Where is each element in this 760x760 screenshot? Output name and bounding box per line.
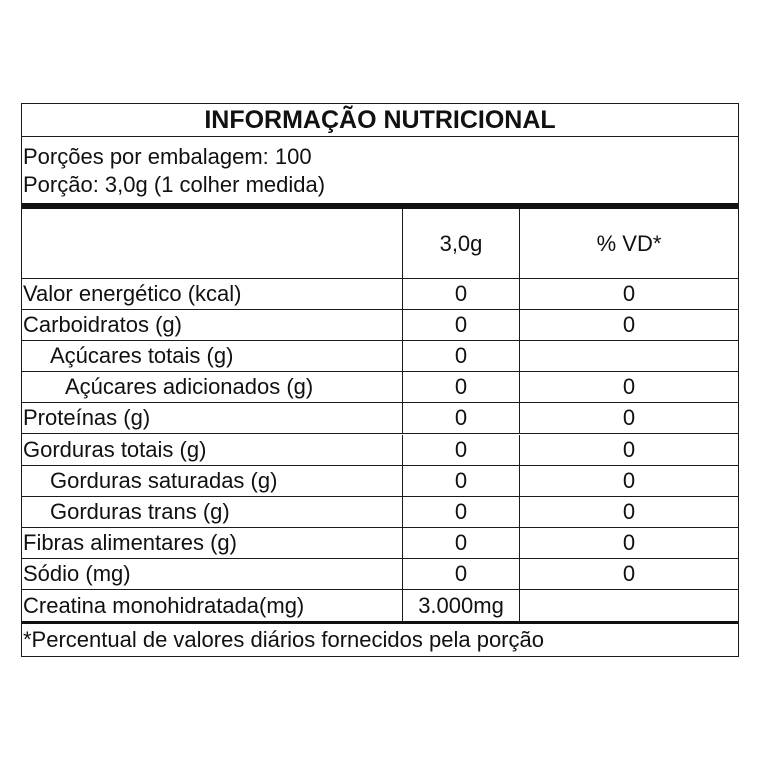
nutrient-name-cell: Açúcares adicionados (g) xyxy=(22,372,403,402)
nutrient-dv-cell: 0 xyxy=(622,498,636,524)
table-row xyxy=(22,310,738,341)
header-amount-cell: 3,0g xyxy=(403,209,520,278)
nutrient-name-cell: Fibras alimentares (g) xyxy=(22,528,403,558)
nutrient-amount-cell: 0 xyxy=(403,497,520,527)
nutrient-amount-cell: 0 xyxy=(403,279,520,309)
nutrient-dv-cell xyxy=(520,341,738,371)
nutrient-dv-cell: 0 xyxy=(622,529,636,555)
nutrient-amount-cell: 0 xyxy=(403,372,520,402)
nutrient-name-cell: Açúcares totais (g) xyxy=(22,341,403,371)
nutrition-facts-table xyxy=(21,103,739,657)
nutrient-name-cell: Valor energético (kcal) xyxy=(22,279,403,309)
header-dv-cell: % VD* xyxy=(596,230,662,256)
nutrient-grid xyxy=(22,209,738,621)
nutrient-amount-cell: 0 xyxy=(403,466,520,496)
serving-info xyxy=(22,137,738,209)
nutrient-dv-cell: 0 xyxy=(622,405,636,431)
table-row xyxy=(22,372,738,403)
table-row xyxy=(22,279,738,310)
header-nutrient-cell xyxy=(22,209,403,278)
nutrient-dv-cell: 0 xyxy=(622,436,636,462)
table-title: INFORMAÇÃO NUTRICIONAL xyxy=(22,104,738,137)
serving-size: Porção: 3,0g (1 colher medida) xyxy=(23,172,326,197)
nutrient-dv-cell: 0 xyxy=(622,281,636,307)
servings-per-package: Porções por embalagem: 100 xyxy=(23,144,312,169)
table-row xyxy=(22,341,738,372)
footnote: *Percentual de valores diários fornecidos pela porção xyxy=(22,621,738,658)
table-row xyxy=(22,435,738,466)
nutrient-dv-cell: 0 xyxy=(622,374,636,400)
nutrient-name-cell: Creatina monohidratada(mg) xyxy=(22,590,403,621)
nutrient-amount-cell: 0 xyxy=(403,341,520,371)
table-row xyxy=(22,466,738,497)
nutrient-dv-cell: 0 xyxy=(622,560,636,586)
nutrient-dv-cell: 0 xyxy=(622,312,636,338)
nutrient-amount-cell: 0 xyxy=(403,435,520,465)
table-row xyxy=(22,590,738,621)
nutrient-name-cell: Proteínas (g) xyxy=(22,403,403,433)
nutrient-amount-cell: 0 xyxy=(403,310,520,340)
header-row xyxy=(22,209,738,279)
table-row xyxy=(22,528,738,559)
nutrient-amount-cell: 0 xyxy=(403,559,520,589)
table-row xyxy=(22,403,738,434)
nutrient-name-cell: Sódio (mg) xyxy=(22,559,403,589)
nutrient-name-cell: Gorduras totais (g) xyxy=(22,435,403,465)
nutrient-dv-cell xyxy=(520,590,738,621)
nutrient-amount-cell: 0 xyxy=(403,403,520,433)
nutrient-name-cell: Carboidratos (g) xyxy=(22,310,403,340)
nutrient-amount-cell: 3.000mg xyxy=(403,590,520,621)
nutrient-name-cell: Gorduras saturadas (g) xyxy=(22,466,403,496)
nutrient-dv-cell: 0 xyxy=(622,467,636,493)
nutrient-amount-cell: 0 xyxy=(403,528,520,558)
table-row xyxy=(22,559,738,590)
table-row xyxy=(22,497,738,528)
nutrient-name-cell: Gorduras trans (g) xyxy=(22,497,403,527)
